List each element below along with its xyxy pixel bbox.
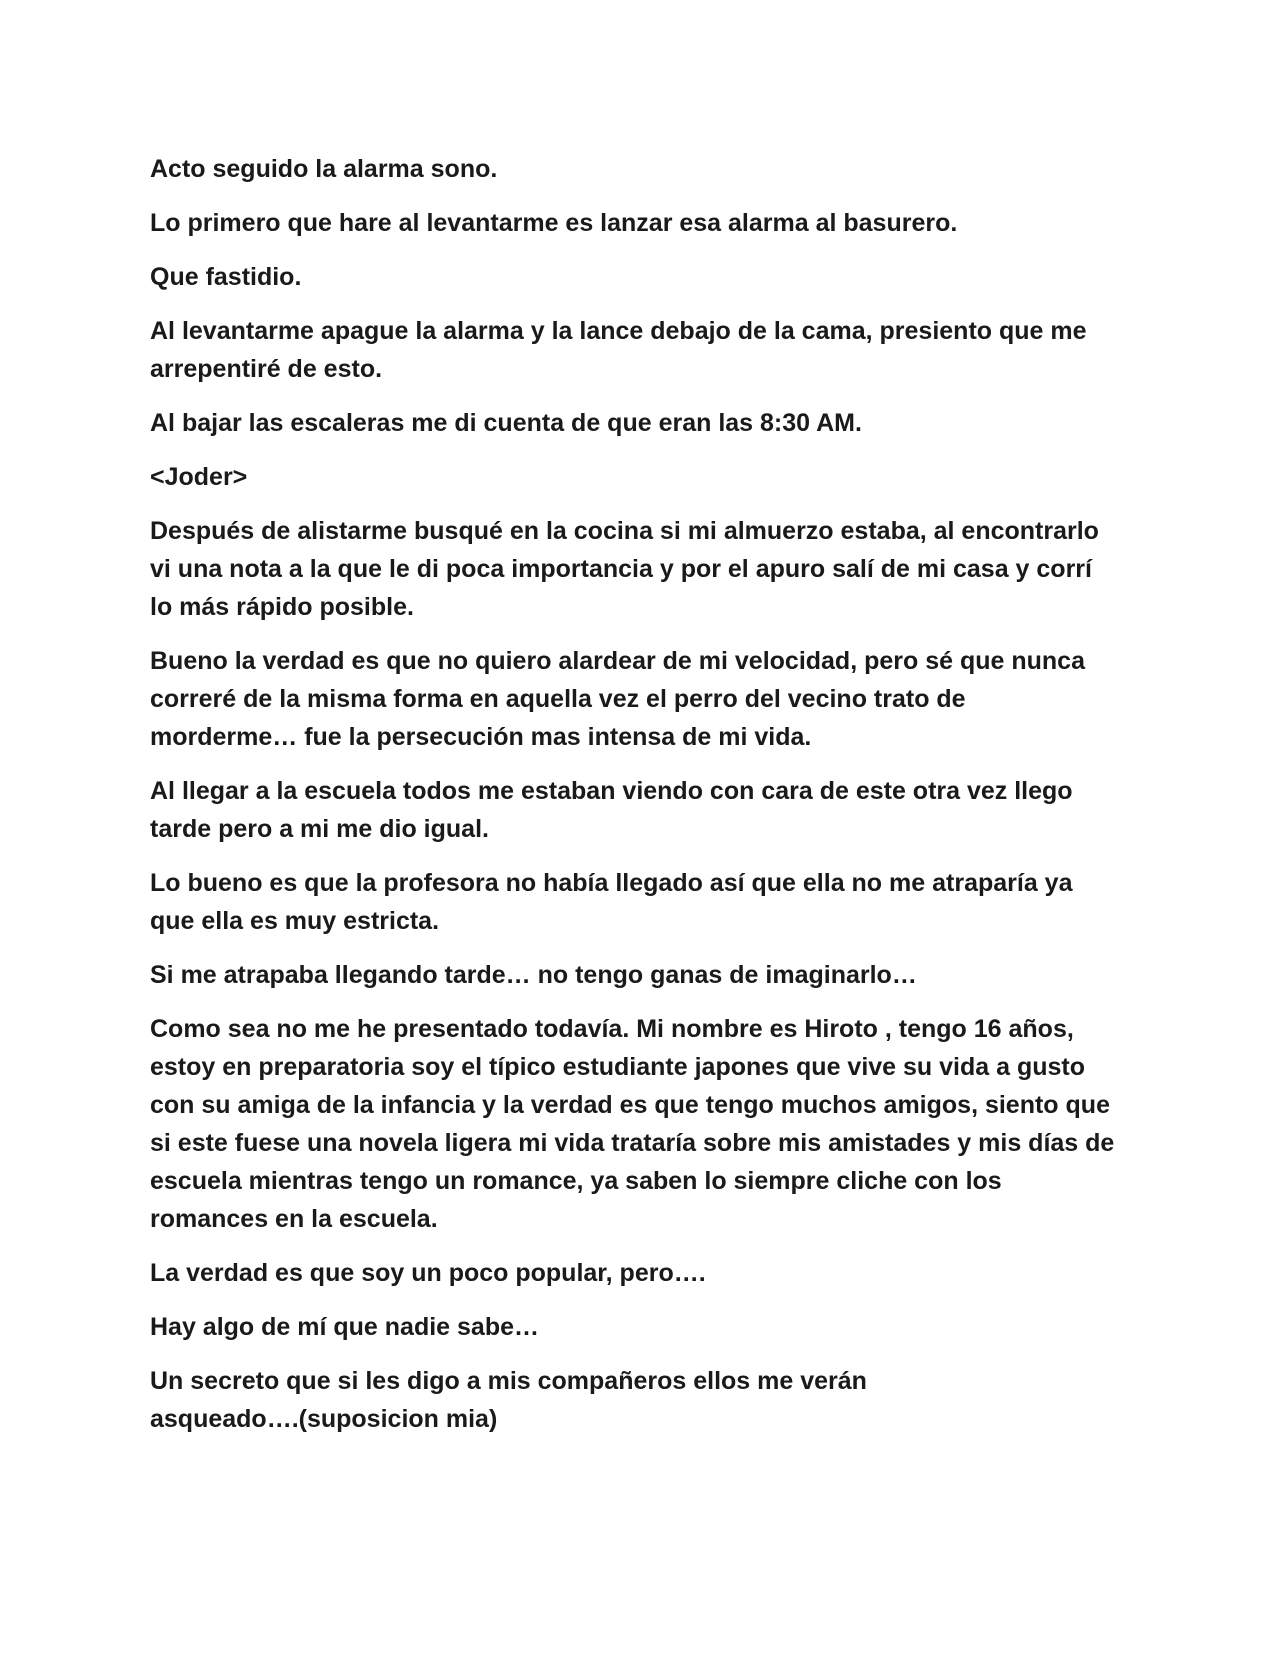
paragraph: Lo bueno es que la profesora no había llegado así que ella no me atraparía ya que ella es muy estricta. <box>150 869 1073 935</box>
paragraph: La verdad es que soy un poco popular, pero…. <box>150 1259 706 1287</box>
paragraph: Si me atrapaba llegando tarde… no tengo ganas de imaginarlo… <box>150 961 917 989</box>
paragraph: Hay algo de mí que nadie sabe… <box>150 1313 540 1341</box>
paragraph: Lo primero que hare al levantarme es lanzar esa alarma al basurero. <box>150 209 958 237</box>
paragraph: Después de alistarme busqué en la cocina si mi almuerzo estaba, al encontrarlo vi una nota a la que le di poca importancia y por el apuro salí de mi casa y corrí lo más rápido posible. <box>150 517 1099 621</box>
paragraph: Un secreto que si les digo a mis compañeros ellos me verán asqueado….(suposicion mia) <box>150 1367 867 1433</box>
paragraph: Al bajar las escaleras me di cuenta de que eran las 8:30 AM. <box>150 409 862 437</box>
paragraph: Como sea no me he presentado todavía. Mi nombre es Hiroto , tengo 16 años, estoy en preparatoria soy el típico estudiante japones que vive su vida a gusto con su amiga de la infancia y la verdad es que tengo muchos amigos, siento que si este fuese una novela ligera mi vida trataría sobre mis amistades y mis días de escuela mientras tengo un romance, ya saben lo siempre cliche con los romances en la escuela. <box>150 1015 1115 1233</box>
paragraph: Acto seguido la alarma sono. <box>150 155 498 183</box>
paragraph: <Joder> <box>150 463 248 491</box>
document-body <box>150 150 1135 1454</box>
paragraph: Bueno la verdad es que no quiero alardear de mi velocidad, pero sé que nunca correré de la misma forma en aquella vez el perro del vecino trato de morderme… fue la persecución mas intensa de mi vida. <box>150 647 1085 751</box>
paragraph: Al levantarme apague la alarma y la lance debajo de la cama, presiento que me arrepentiré de esto. <box>150 317 1087 383</box>
paragraph: Que fastidio. <box>150 263 302 291</box>
paragraph: Al llegar a la escuela todos me estaban viendo con cara de este otra vez llego tarde pero a mi me dio igual. <box>150 777 1073 843</box>
